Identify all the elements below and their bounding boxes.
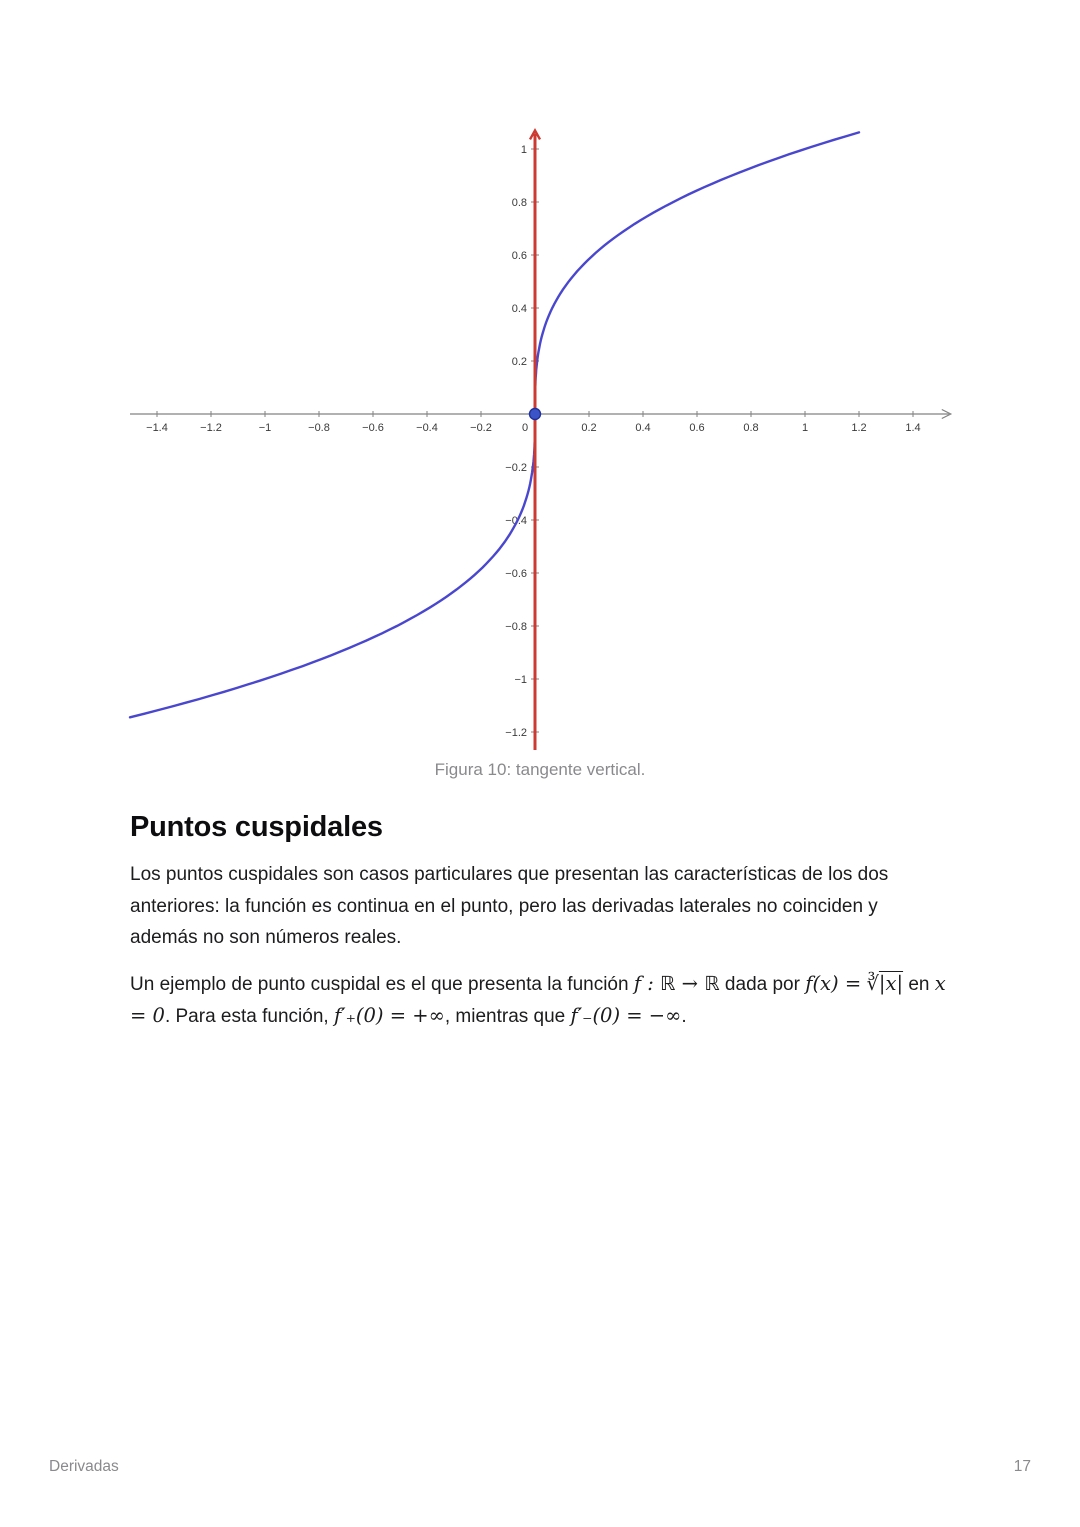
- figure-caption: Figura 10: tangente vertical.: [434, 760, 646, 779]
- footer-document-title: Derivadas: [49, 1458, 119, 1475]
- x-tick-label: −0.4: [416, 422, 438, 434]
- x-tick-label: 0.2: [581, 422, 597, 434]
- x-tick-label: −0.8: [308, 422, 330, 434]
- x-tick-label: 1.2: [851, 422, 867, 434]
- x-tick-label: −0.6: [362, 422, 384, 434]
- x-tick-label: 1.4: [905, 422, 921, 434]
- y-tick-label: 0.2: [511, 356, 527, 368]
- x-tick-label: 0: [521, 422, 529, 434]
- y-tick-label: −1.2: [505, 727, 527, 739]
- text-run: Un ejemplo de punto cuspidal es el que presenta la función: [130, 973, 634, 995]
- section-puntos-cuspidales: [0, 810, 1080, 1033]
- math-fx-equals: f(x) =: [805, 971, 862, 995]
- section-heading: Puntos cuspidales: [130, 811, 383, 843]
- text-run: dada por: [719, 973, 806, 995]
- body-paragraph-2: [130, 968, 950, 1033]
- y-tick-label: 1: [520, 144, 527, 156]
- y-tick-label: −1: [514, 674, 527, 686]
- body-paragraph-1: Los puntos cuspidales son casos particulares que presentan las características de los dos anteriores: la función es continua en el punto, pero las derivadas laterales no coinciden y además no son números reales.: [130, 864, 889, 948]
- x-tick-label: 0.8: [743, 422, 759, 434]
- y-tick-label: −0.8: [505, 621, 527, 633]
- y-tick-label: −0.6: [505, 568, 527, 580]
- x-tick-label: −1.4: [146, 422, 168, 434]
- y-tick-label: −0.4: [505, 515, 527, 527]
- x-tick-label: −1: [258, 422, 272, 434]
- x-tick-label: 1: [801, 422, 809, 434]
- text-run: , mientras que: [444, 1006, 571, 1027]
- origin-point: [530, 409, 541, 420]
- y-tick-label: 0.6: [511, 250, 527, 262]
- y-tick-label: 0.8: [511, 197, 527, 209]
- y-tick-label: 0.4: [511, 303, 527, 315]
- x-tick-label: 0.4: [635, 422, 651, 434]
- math-left-derivative: f′₋(0) = −∞: [570, 1004, 682, 1027]
- vertical-tangent-chart: [0, 0, 1080, 752]
- math-function-signature: f : ℝ → ℝ: [633, 971, 720, 995]
- text-run: en: [903, 973, 935, 995]
- y-tick-label: −0.2: [505, 462, 527, 474]
- math-x-equals-zero: x = 0: [130, 971, 946, 1027]
- x-tick-label: 0.6: [689, 422, 705, 434]
- math-radicand-abs-x: |x|: [878, 971, 904, 995]
- text-run: . Para esta función,: [164, 1006, 334, 1027]
- page-footer: [49, 1458, 1031, 1476]
- x-tick-label: −1.2: [200, 422, 222, 434]
- x-tick-label: −0.2: [470, 422, 492, 434]
- cube-root-symbol: ∛: [866, 971, 879, 995]
- text-run: .: [681, 1006, 687, 1027]
- math-right-derivative: f′₊(0) = +∞: [333, 1004, 445, 1027]
- footer-page-number: 17: [1013, 1458, 1031, 1475]
